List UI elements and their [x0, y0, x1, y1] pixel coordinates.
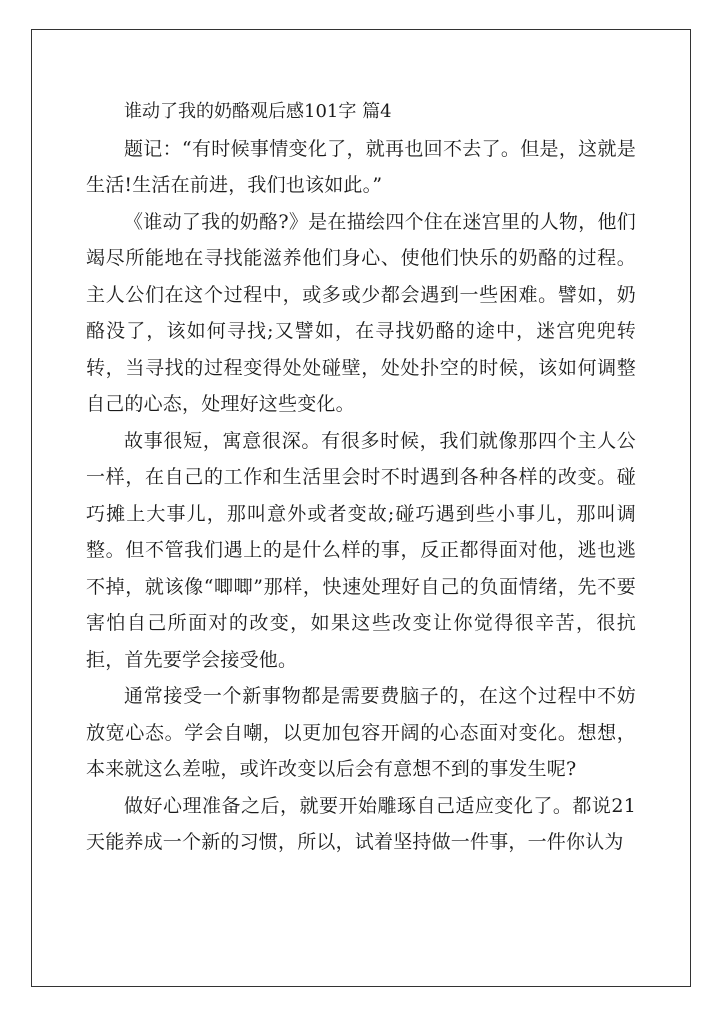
paragraph-summary: 《谁动了我的奶酪?》是在描绘四个住在迷宫里的人物，他们竭尽所能地在寻找能滋养他们身心、使他们快乐的奶酪的过程。主人公们在这个过程中，或多或少都会遇到一些困难。譬如，奶酪没了，该如何寻找;又譬如，在寻找奶酪的途中，迷宫兜兜转转，当寻找的过程变得处处碰壁，处处扑空的时候，该如何调整自己的心态，处理好这些变化。 [86, 210, 636, 415]
paragraph-reflection: 故事很短，寓意很深。有很多时候，我们就像那四个主人公一样，在自己的工作和生活里会时不时遇到各种各样的改变。碰巧摊上大事儿，那叫意外或者变故;碰巧遇到些小事儿，那叫调整。但不管我们遇上的是什么样的事，反正都得面对他，逃也逃不掉，就该像“唧唧”那样，快速处理好自己的负面情绪，先不要害怕自己所面对的改变，如果这些改变让你觉得很辛苦，很抗拒，首先要学会接受他。 [86, 429, 636, 671]
paragraph-epigraph: 题记：“有时候事情变化了，就再也回不去了。但是，这就是生活!生活在前进，我们也该如此。” [86, 137, 636, 196]
paragraph-adaptation: 做好心理准备之后，就要开始雕琢自己适应变化了。都说21天能养成一个新的习惯，所以，试着坚持做一件事，一件你认为 [86, 794, 636, 853]
document-body [86, 94, 636, 861]
paragraph-acceptance: 通常接受一个新事物都是需要费脑子的，在这个过程中不妨放宽心态。学会自嘲，以更加包容开阔的心态面对变化。想想，本来就这么差啦，或许改变以后会有意想不到的事发生呢? [86, 685, 636, 780]
document-title: 谁动了我的奶酪观后感101字 篇4 [124, 101, 392, 122]
